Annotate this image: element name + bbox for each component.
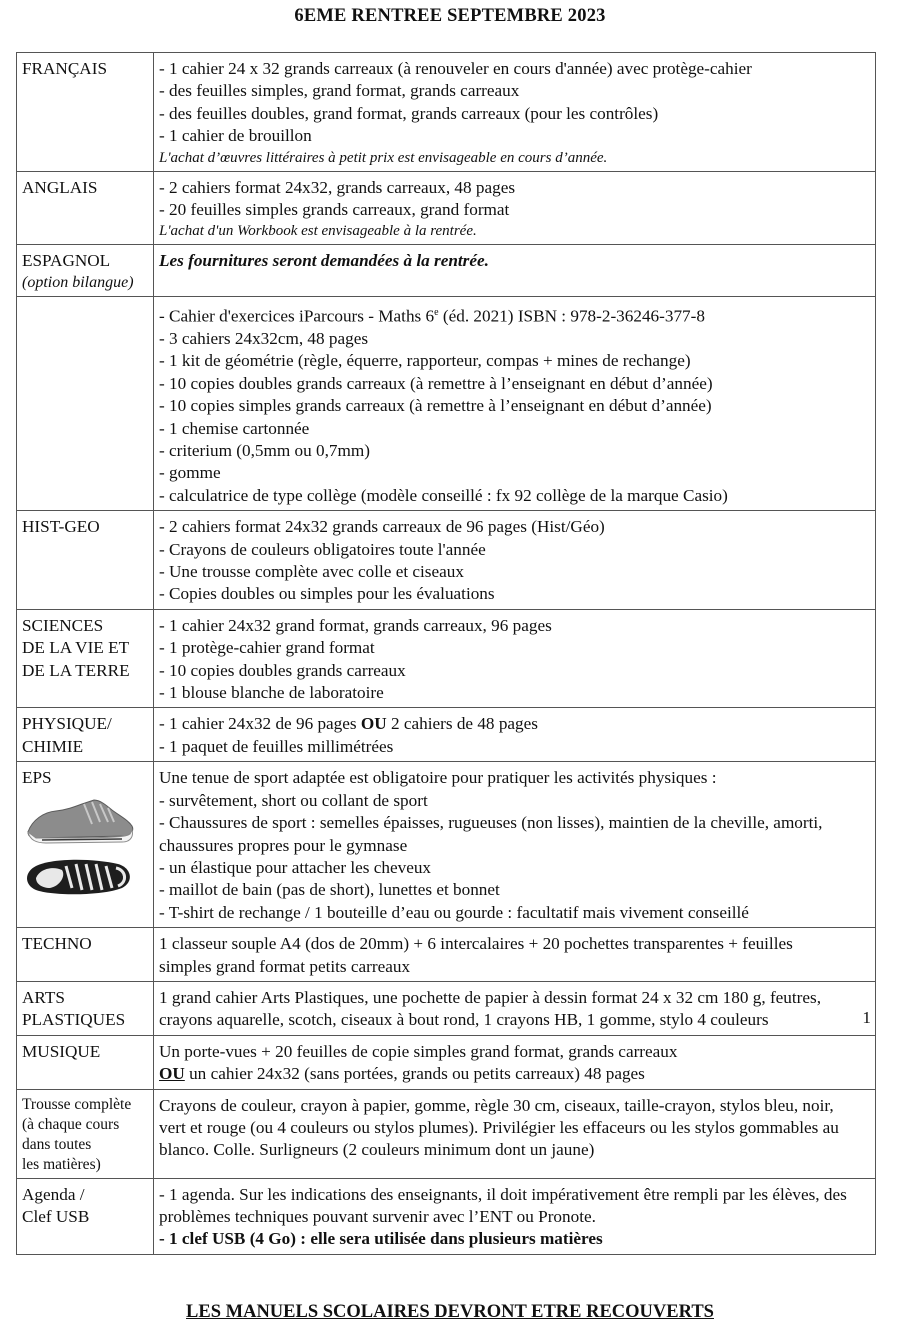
table-row <box>17 1178 876 1254</box>
intro-text: Une tenue de sport adaptée est obligatoire pour pratiquer les activités physiques : <box>159 768 717 788</box>
subject-label: SCIENCES <box>22 615 104 635</box>
subject-label: PLASTIQUES <box>22 1010 126 1030</box>
subject-label: CHIMIE <box>22 736 84 756</box>
list-item-text: 2 cahiers de 48 pages <box>386 714 538 734</box>
subject-cell <box>17 53 154 172</box>
subject-cell <box>17 708 154 762</box>
list-item: - 1 chemise cartonnée <box>159 418 310 438</box>
supplies-table <box>16 52 876 1255</box>
items-cell <box>154 245 876 296</box>
items-cell <box>154 1035 876 1089</box>
list-item: - 1 cahier 24x32 grand format, grands carreaux, 96 pages <box>159 615 552 635</box>
list-item: - 1 kit de géométrie (règle, équerre, rapporteur, compas + mines de rechange) <box>159 351 691 371</box>
table-row <box>17 1035 876 1089</box>
list-item: - 1 clef USB (4 Go) : elle sera utilisée dans plusieurs matières <box>159 1229 603 1249</box>
subject-label: PHYSIQUE/ <box>22 714 112 734</box>
emphasis-text: OU <box>159 1064 185 1084</box>
sneaker-sole-icon <box>27 859 130 894</box>
list-item: - calculatrice de type collège (modèle conseillé : fx 92 collège de la marque Casio) <box>159 485 728 505</box>
note-text: L'achat d'un Workbook est envisageable à la rentrée. <box>159 223 477 240</box>
items-cell <box>154 53 876 172</box>
list-item-text: - Cahier d'exercices iParcours - Maths 6 <box>159 306 435 326</box>
table-row <box>17 981 876 1035</box>
table-row <box>17 296 876 510</box>
subject-cell <box>17 609 154 708</box>
items-cell <box>154 1178 876 1254</box>
table-row <box>17 928 876 982</box>
subject-cell <box>17 296 154 510</box>
subject-label: DE LA VIE ET <box>22 638 130 658</box>
items-cell <box>154 609 876 708</box>
subject-label: Agenda / <box>22 1184 85 1204</box>
subject-cell <box>17 928 154 982</box>
margin-number: 1 <box>862 1007 871 1027</box>
list-item: - survêtement, short ou collant de sport <box>159 790 428 810</box>
list-item: - 2 cahiers format 24x32, grands carreaux, 48 pages <box>159 177 516 197</box>
list-item-text: - 1 cahier 24x32 de 96 pages <box>159 714 361 734</box>
list-item: - maillot de bain (pas de short), lunettes et bonnet <box>159 880 500 900</box>
subject-label: les matières) <box>22 1155 101 1173</box>
list-item: 1 grand cahier Arts Plastiques, une pochette de papier à dessin format 24 x 32 cm 180 g, feutres, crayons aquarelle, scotch, ciseaux à bout rond, 1 crayons HB, 1 gomme, stylo 4 couleurs <box>159 987 822 1030</box>
subject-sublabel: (option bilangue) <box>22 273 134 291</box>
list-item: - 2 cahiers format 24x32 grands carreaux de 96 pages (Hist/Géo) <box>159 517 605 537</box>
list-item: - 1 protège-cahier grand format <box>159 638 375 658</box>
subject-label: MUSIQUE <box>22 1041 101 1061</box>
subject-label: TECHNO <box>22 934 92 954</box>
table-row <box>17 1089 876 1178</box>
items-cell <box>154 1089 876 1178</box>
table-row <box>17 762 876 928</box>
list-item: - un élastique pour attacher les cheveux <box>159 857 432 877</box>
table-row <box>17 171 876 245</box>
subject-cell <box>17 981 154 1035</box>
table-row <box>17 609 876 708</box>
items-cell <box>154 171 876 245</box>
list-item <box>159 302 869 328</box>
list-item: Crayons de couleur, crayon à papier, gomme, règle 30 cm, ciseaux, taille-crayon, stylos bleu, noir, vert et rouge (ou 4 couleurs ou stylos plumes). Privilégier les effaceurs ou les stylos gommables au blanco. Colle. Surligneurs (2 couleurs minimum dont un jaune) <box>159 1095 839 1160</box>
table-row <box>17 245 876 296</box>
list-item: - Crayons de couleurs obligatoires toute l'année <box>159 539 486 559</box>
list-item: - gomme <box>159 463 221 483</box>
list-item: 1 classeur souple A4 (dos de 20mm) + 6 intercalaires + 20 pochettes transparentes + feuilles simples grand format petits carreaux <box>159 934 793 976</box>
list-item: - 1 cahier 24 x 32 grands carreaux (à renouveler en cours d'année) avec protège-cahier <box>159 59 752 78</box>
list-item: - 10 copies doubles grands carreaux (à remettre à l’enseignant en début d’année) <box>159 373 713 393</box>
items-cell <box>154 708 876 762</box>
list-item <box>159 1063 869 1085</box>
subject-label: EPS <box>22 768 52 788</box>
subject-label: ESPAGNOL <box>22 251 111 271</box>
list-item: - Une trousse complète avec colle et ciseaux <box>159 562 464 582</box>
subject-label: Clef USB <box>22 1206 90 1226</box>
items-cell <box>154 928 876 982</box>
subject-cell <box>17 1089 154 1178</box>
subject-cell <box>17 171 154 245</box>
list-item: - 1 agenda. Sur les indications des enseignants, il doit impérativement être rempli par les élèves, des problèmes techniques pouvant survenir avec l’ENT ou Pronote. <box>159 1184 847 1226</box>
items-cell <box>154 296 876 510</box>
list-item: - 3 cahiers 24x32cm, 48 pages <box>159 328 369 348</box>
items-cell <box>154 762 876 928</box>
list-item: - 1 paquet de feuilles millimétrées <box>159 736 394 756</box>
subject-cell <box>17 1035 154 1089</box>
subject-label: HIST-GEO <box>22 517 100 537</box>
list-item: Les fournitures seront demandées à la rentrée. <box>159 251 489 271</box>
subject-label: (à chaque cours <box>22 1115 120 1133</box>
list-item: - Chaussures de sport : semelles épaisses, rugueuses (non lisses), maintien de la cheville, amorti, chaussures propres pour le gymnase <box>159 813 823 855</box>
list-item: - 1 blouse blanche de laboratoire <box>159 683 384 703</box>
table-row <box>17 511 876 610</box>
items-cell <box>154 981 876 1035</box>
list-item: - 20 feuilles simples grands carreaux, grand format <box>159 200 510 220</box>
subject-label: ARTS <box>22 987 65 1007</box>
subject-cell <box>17 1178 154 1254</box>
sneaker-illustration <box>22 794 137 906</box>
list-item: - 10 copies simples grands carreaux (à remettre à l’enseignant en début d’année) <box>159 396 712 416</box>
subject-label: dans toutes <box>22 1135 92 1153</box>
list-item-text: un cahier 24x32 (sans portées, grands ou petits carreaux) 48 pages <box>184 1064 645 1084</box>
subject-label: ANGLAIS <box>22 177 98 197</box>
items-cell <box>154 511 876 610</box>
list-item: - 1 cahier de brouillon <box>159 126 312 146</box>
emphasis-text: OU <box>360 714 387 734</box>
sneaker-side-icon <box>28 800 133 843</box>
page-title: 6EME RENTREE SEPTEMBRE 2023 <box>294 6 606 26</box>
subject-label: FRANÇAIS <box>22 59 108 78</box>
note-text: L'achat d’œuvres littéraires à petit prix est envisageable en cours d’année. <box>159 149 608 166</box>
table-row <box>17 53 876 172</box>
subject-label: Trousse complète <box>22 1095 132 1113</box>
list-item: - des feuilles simples, grand format, grands carreaux <box>159 81 520 101</box>
subject-cell <box>17 511 154 610</box>
superscript: e <box>434 306 439 318</box>
subject-cell <box>17 762 154 928</box>
list-item: - criterium (0,5mm ou 0,7mm) <box>159 441 370 461</box>
list-item: Un porte-vues + 20 feuilles de copie simples grand format, grands carreaux <box>159 1041 678 1061</box>
list-item: - Copies doubles ou simples pour les évaluations <box>159 584 495 604</box>
list-item: - 10 copies doubles grands carreaux <box>159 660 406 680</box>
list-item: - des feuilles doubles, grand format, grands carreaux (pour les contrôles) <box>159 103 659 123</box>
subject-cell <box>17 245 154 296</box>
list-item: - T-shirt de rechange / 1 bouteille d’eau ou gourde : facultatif mais vivement conseillé <box>159 902 749 922</box>
subject-label: DE LA TERRE <box>22 660 130 680</box>
table-row <box>17 708 876 762</box>
footer-note: LES MANUELS SCOLAIRES DEVRONT ETRE RECOUVERTS <box>186 1302 714 1322</box>
list-item-text: (éd. 2021) ISBN : 978-2-36246-377-8 <box>438 306 705 326</box>
list-item <box>159 713 869 735</box>
